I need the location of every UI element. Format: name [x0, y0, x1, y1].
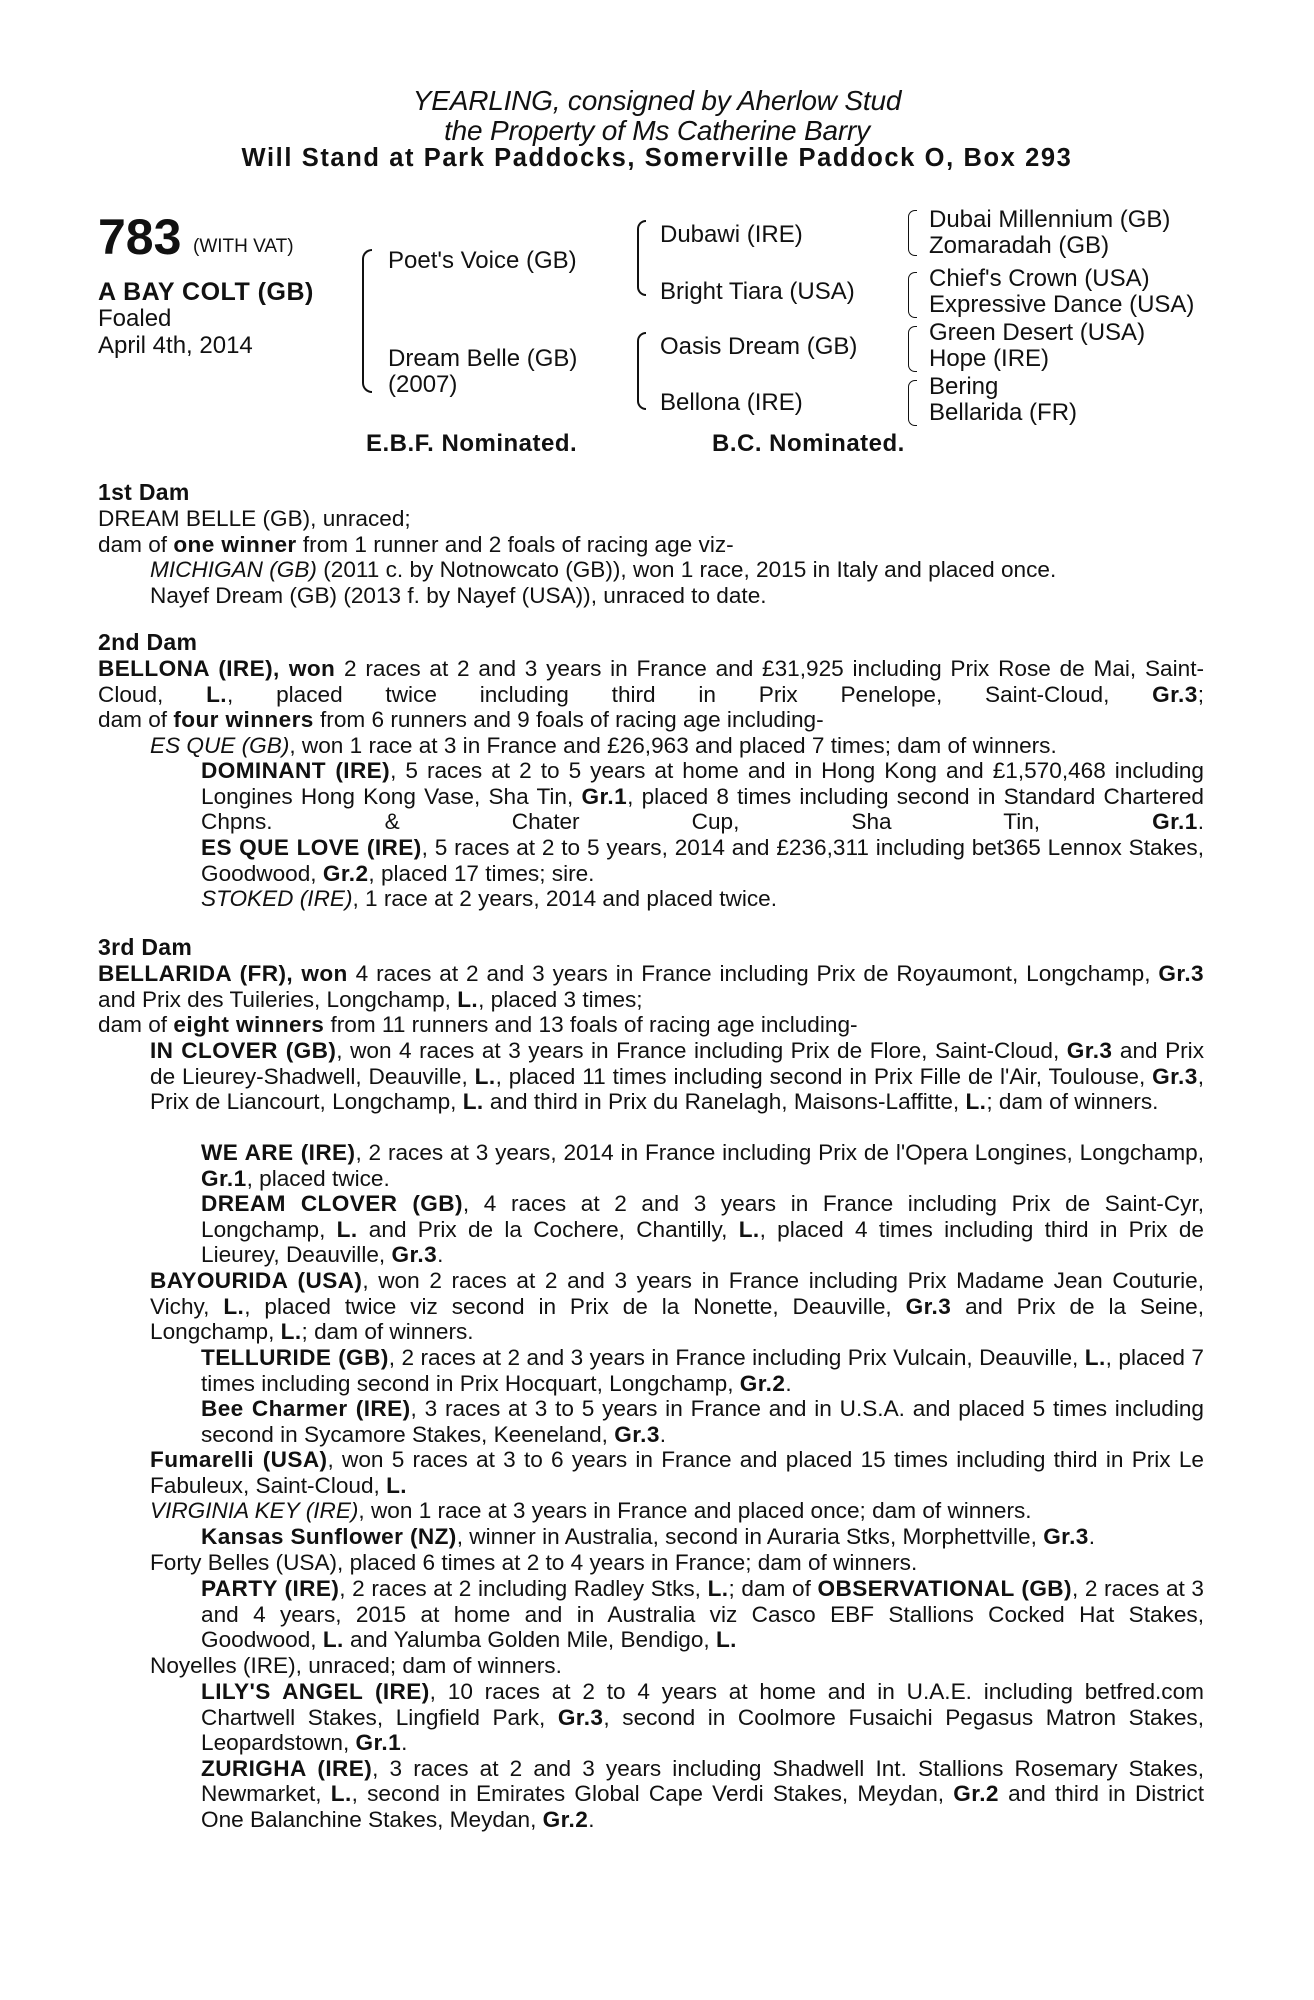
- ancestor-g1a: Dubai Millennium (GB): [929, 206, 1171, 233]
- text-run: , 2 races at 3 and 4 years, 2015 at home and in Australia viz Casco EBF Stallions Cocked Hat Stakes, Goodwood,: [201, 1576, 1204, 1653]
- dam2-para: [201, 886, 1204, 912]
- dam3-telluride: [201, 1345, 1204, 1447]
- text-run: , placed 11 times including second in Prix Fille de l'Air, Toulouse,: [495, 1063, 1153, 1089]
- dam3-para: [150, 1038, 1204, 1115]
- bracket-g3: [908, 326, 917, 372]
- text-run: , placed 17 times; sire.: [368, 860, 595, 886]
- text-run: L.: [322, 1627, 344, 1653]
- text-run: Gr.3: [1158, 961, 1204, 986]
- text-run: Gr.1: [201, 1165, 247, 1191]
- text-run: Gr.3: [391, 1242, 438, 1268]
- vat-label: (WITH VAT): [193, 236, 294, 257]
- dam2-line: [98, 733, 1204, 759]
- dam3-party: [201, 1576, 1204, 1653]
- text-run: and Prix de la Cochere, Chantilly,: [357, 1216, 739, 1242]
- dam3-para: [201, 1191, 1204, 1268]
- text-run: L.: [738, 1216, 760, 1242]
- text-run: four winners: [173, 707, 314, 732]
- dam2-dominant: [201, 758, 1204, 835]
- text-run: from 6 runners and 9 foals of racing age including-: [313, 707, 824, 732]
- text-run: , 3 races at 2 and 3 years including Shadwell Int. Stallions Rosemary Stakes, Newmarket,: [201, 1755, 1204, 1807]
- dam1-line: DREAM BELLE (GB), unraced;: [98, 506, 411, 531]
- dam3-para: [201, 1345, 1204, 1396]
- text-run: ES QUE LOVE (IRE): [201, 835, 422, 860]
- dam3-para: [150, 1447, 1204, 1498]
- text-run: .: [437, 1242, 444, 1268]
- dam3-kansas: [201, 1524, 1204, 1550]
- text-run: MICHIGAN (GB): [150, 557, 317, 583]
- dam3-inclover: [150, 1038, 1204, 1115]
- text-run: and Yalumba Golden Mile, Bendigo,: [343, 1627, 716, 1653]
- header-line-2: the Property of Ms Catherine Barry: [444, 115, 870, 146]
- dam-parents-bracket: [637, 332, 646, 410]
- text-run: Gr.3: [614, 1421, 660, 1447]
- dam3-weare: [201, 1140, 1204, 1268]
- ancestor-g2b: Expressive Dance (USA): [929, 291, 1195, 318]
- dam3-para: [201, 1396, 1204, 1447]
- dam3-line: [201, 1524, 1204, 1550]
- text-run: one winner: [173, 531, 297, 557]
- bc-nominated: B.C. Nominated.: [712, 430, 905, 457]
- text-run: and Prix de Lieurey-Shadwell, Deauville,: [150, 1038, 1204, 1089]
- text-run: Gr.3: [557, 1704, 604, 1730]
- dam3-line: Noyelles (IRE), unraced; dam of winners.: [150, 1653, 562, 1678]
- text-run: VIRGINIA KEY (IRE): [150, 1498, 359, 1524]
- text-run: Gr.3: [1152, 1063, 1198, 1089]
- text-run: Gr.2: [322, 860, 369, 886]
- sire-name: Poet's Voice (GB): [388, 247, 577, 274]
- text-run: .: [1088, 1524, 1096, 1549]
- dam2-line: [98, 707, 1204, 733]
- bracket-g1: [908, 210, 917, 256]
- sire-parents-bracket: [637, 220, 646, 296]
- ancestor-g4a: Bering: [929, 373, 999, 400]
- dam3-lilysangel: [201, 1679, 1204, 1833]
- ebf-nominated: E.B.F. Nominated.: [366, 430, 578, 457]
- text-run: , 2 races at 3 years, 2014 in France including Prix de l'Opera Longines, Longchamp,: [355, 1140, 1204, 1165]
- text-run: BELLARIDA (FR), won: [98, 961, 348, 986]
- ancestor-g2a: Chief's Crown (USA): [929, 265, 1150, 292]
- text-run: , 4 races at 2 and 3 years in France including Prix de Saint-Cyr, Longchamp,: [201, 1191, 1204, 1242]
- text-run: L.: [206, 681, 227, 707]
- sire-dam-bracket: [362, 249, 372, 393]
- text-run: Fumarelli (USA): [150, 1447, 328, 1472]
- dam1-title: 1st Dam: [98, 479, 190, 505]
- text-run: L.: [386, 1472, 407, 1498]
- text-run: L.: [280, 1319, 302, 1345]
- text-run: BAYOURIDA (USA): [150, 1268, 363, 1293]
- text-run: Gr.1: [1152, 809, 1198, 835]
- text-run: ;: [1197, 681, 1204, 707]
- text-run: and third in Prix du Ranelagh, Maisons-Laffitte,: [483, 1089, 966, 1115]
- dam-year: (2007): [388, 371, 458, 398]
- dam2-line: [98, 656, 1204, 707]
- text-run: DREAM CLOVER (GB): [201, 1191, 463, 1217]
- dam3-para: [150, 1268, 1204, 1345]
- text-run: ZURIGHA (IRE): [201, 1755, 373, 1781]
- text-run: , 1 race at 2 years, 2014 and placed twice.: [352, 886, 777, 912]
- text-run: STOKED (IRE): [201, 886, 353, 912]
- text-run: , won 2 races at 2 and 3 years in France including Prix Madame Jean Couturie, Vichy,: [150, 1268, 1204, 1319]
- dam3-title: 3rd Dam: [98, 934, 193, 960]
- text-run: Kansas Sunflower (NZ): [201, 1524, 457, 1549]
- text-run: from 1 runner and 2 foals of racing age viz-: [296, 531, 734, 557]
- text-run: OBSERVATIONAL (GB): [817, 1576, 1072, 1601]
- text-run: .: [785, 1370, 792, 1396]
- text-run: L.: [330, 1781, 352, 1807]
- text-run: LILY'S ANGEL (IRE): [201, 1679, 430, 1704]
- text-run: , placed 7 times including second in Prix Hocquart, Longchamp,: [201, 1345, 1204, 1396]
- text-run: Gr.2: [739, 1370, 786, 1396]
- bracket-g2: [908, 272, 917, 318]
- text-run: dam of: [98, 531, 174, 557]
- text-run: L.: [223, 1293, 245, 1319]
- text-run: , won 4 races at 3 years in France including Prix de Flore, Saint-Cloud,: [336, 1038, 1067, 1063]
- text-run: dam of: [98, 1012, 174, 1038]
- text-run: Gr.2: [542, 1806, 589, 1832]
- text-run: , 5 races at 2 to 5 years, 2014 and £236,311 including bet365 Lennox Stakes, Goodwood,: [201, 835, 1204, 886]
- text-run: ; dam of winners.: [301, 1319, 474, 1345]
- text-run: 4 races at 2 and 3 years in France including Prix de Royaumont, Longchamp,: [347, 961, 1159, 986]
- header-line-1: YEARLING, consigned by Aherlow Stud: [412, 85, 902, 116]
- text-run: , won 5 races at 3 to 6 years in France and placed 15 times including third in Prix Le Fabuleux, Saint-Cloud,: [150, 1447, 1204, 1498]
- dam-name: Dream Belle (GB): [388, 345, 578, 372]
- lot-description: A BAY COLT (GB): [98, 278, 314, 306]
- text-run: , placed 8 times including second in Standard Chartered Chpns. & Chater Cup, Sha Tin,: [201, 783, 1204, 835]
- dam3-fumarelli: [150, 1447, 1204, 1524]
- foaled-date: April 4th, 2014: [98, 332, 253, 359]
- ancestor-g3a: Green Desert (USA): [929, 319, 1146, 346]
- sire-sire: Dubawi (IRE): [660, 221, 803, 248]
- text-run: .: [401, 1730, 408, 1756]
- text-run: , Prix de Liancourt, Longchamp,: [150, 1063, 1204, 1115]
- text-run: dam of: [98, 707, 174, 732]
- text-run: ES QUE (GB): [150, 732, 290, 758]
- text-run: , won 1 race at 3 in France and £26,963 and placed 7 times; dam of winners.: [289, 732, 1057, 758]
- ancestor-g1b: Zomaradah (GB): [929, 232, 1110, 259]
- dam3-para: [201, 1756, 1204, 1833]
- text-run: and Prix des Tuileries, Longchamp,: [98, 986, 458, 1012]
- dam2-para: [201, 835, 1204, 886]
- sire-dam: Bright Tiara (USA): [660, 278, 855, 305]
- text-run: L.: [965, 1089, 987, 1115]
- dam3-fortybelles: [150, 1550, 1204, 1576]
- text-run: , placed twice including third in Prix Penelope, Saint-Cloud,: [227, 681, 1153, 707]
- text-run: BELLONA (IRE), won: [98, 656, 336, 681]
- text-run: eight winners: [173, 1012, 325, 1038]
- text-run: L.: [336, 1216, 358, 1242]
- dam2-title: 2nd Dam: [98, 629, 198, 655]
- text-run: Gr.3: [1043, 1524, 1089, 1549]
- text-run: , 2 races at 2 including Radley Stks,: [339, 1576, 708, 1601]
- dam-sire: Oasis Dream (GB): [660, 333, 858, 360]
- ancestor-g3b: Hope (IRE): [929, 345, 1050, 372]
- dam3-line: [150, 1498, 1204, 1524]
- text-run: L.: [462, 1089, 484, 1115]
- text-run: (2011 c. by Notnowcato (GB)), won 1 race, 2015 in Italy and placed once.: [316, 557, 1057, 583]
- header-line-3: Will Stand at Park Paddocks, Somerville Paddock O, Box 293: [241, 144, 1073, 172]
- dam2-section: [98, 656, 1204, 707]
- text-run: , placed 3 times;: [478, 986, 643, 1012]
- text-run: 2 races at 2 and 3 years in France and £31,925 including Prix Rose de Mai, Saint-Cloud,: [98, 656, 1204, 707]
- text-run: from 11 runners and 13 foals of racing age including-: [324, 1012, 858, 1038]
- dam3-bellarida: [98, 961, 1204, 1038]
- ancestor-g4b: Bellarida (FR): [929, 399, 1078, 426]
- dam1-line: [98, 532, 1204, 558]
- dam1-line: Nayef Dream (GB) (2013 f. by Nayef (USA)), unraced to date.: [150, 582, 767, 608]
- text-run: .: [1197, 809, 1204, 835]
- text-run: Gr.1: [581, 783, 628, 809]
- text-run: L.: [707, 1576, 729, 1601]
- text-run: , second in Emirates Global Cape Verdi Stakes, Meydan,: [351, 1781, 954, 1807]
- dam3-line: Forty Belles (USA), placed 6 times at 2 to 4 years in France; dam of winners.: [150, 1550, 918, 1575]
- text-run: , 3 races at 3 to 5 years in France and in U.S.A. and placed 5 times including second in Sycamore Stakes, Keeneland,: [201, 1396, 1204, 1447]
- foaled-label: Foaled: [98, 305, 172, 332]
- text-run: , winner in Australia, second in Auraria Stks, Morphettville,: [456, 1524, 1044, 1549]
- dam2-para: [201, 758, 1204, 835]
- text-run: and Prix de la Seine, Longchamp,: [150, 1293, 1205, 1345]
- text-run: , 10 races at 2 to 4 years at home and in U.A.E. including betfred.com Chartwell Stakes, Lingfield Park,: [201, 1679, 1204, 1730]
- text-run: L.: [1084, 1345, 1106, 1370]
- text-run: WE ARE (IRE): [201, 1140, 356, 1165]
- text-run: Gr.3: [1066, 1038, 1113, 1063]
- text-run: , placed twice viz second in Prix de la Nonette, Deauville,: [244, 1293, 906, 1319]
- dam2-esquelove: [201, 835, 1204, 912]
- text-run: Gr.3: [1152, 681, 1198, 707]
- dam3-para: [201, 1576, 1204, 1653]
- dam3-para: [201, 1679, 1204, 1756]
- text-run: DOMINANT (IRE): [201, 758, 391, 783]
- dam3-line: [98, 1012, 1204, 1038]
- text-run: PARTY (IRE): [201, 1576, 340, 1601]
- text-run: ; dam of: [728, 1576, 818, 1601]
- text-run: L.: [457, 986, 479, 1012]
- text-run: .: [588, 1806, 595, 1832]
- text-run: and third in District One Balanchine Stakes, Meydan,: [201, 1781, 1204, 1832]
- text-run: Gr.3: [905, 1293, 952, 1319]
- dam-dam: Bellona (IRE): [660, 389, 803, 416]
- dam3-bayourida: [150, 1268, 1204, 1345]
- text-run: , 2 races at 2 and 3 years in France including Prix Vulcain, Deauville,: [388, 1345, 1085, 1370]
- text-run: , second in Coolmore Fusaichi Pegasus Matron Stakes, Leopardstown,: [201, 1704, 1205, 1756]
- text-run: TELLURIDE (GB): [201, 1345, 389, 1370]
- text-run: ; dam of winners.: [986, 1089, 1159, 1115]
- dam1-section: [98, 506, 1204, 608]
- text-run: , placed 4 times including third in Prix de Lieurey, Deauville,: [201, 1216, 1204, 1268]
- text-run: L.: [474, 1063, 496, 1089]
- text-run: , won 1 race at 3 years in France and placed once; dam of winners.: [358, 1498, 1032, 1524]
- dam3-para: [98, 961, 1204, 1012]
- dam3-para: [201, 1140, 1204, 1191]
- text-run: Gr.1: [355, 1730, 402, 1756]
- text-run: L.: [715, 1627, 737, 1653]
- dam3-noyelles: [150, 1653, 1204, 1679]
- dam1-line: [98, 557, 1204, 583]
- text-run: Gr.2: [953, 1781, 999, 1807]
- text-run: IN CLOVER (GB): [150, 1038, 337, 1063]
- lot-number: 783: [98, 209, 182, 265]
- text-run: .: [659, 1421, 667, 1447]
- bracket-g4: [908, 380, 917, 426]
- dam2-section-b: [98, 707, 1204, 758]
- text-run: Bee Charmer (IRE): [201, 1396, 411, 1422]
- text-run: , 5 races at 2 to 5 years at home and in Hong Kong and £1,570,468 including Longines Hong Kong Vase, Sha Tin,: [201, 758, 1204, 809]
- text-run: , placed twice.: [246, 1165, 390, 1191]
